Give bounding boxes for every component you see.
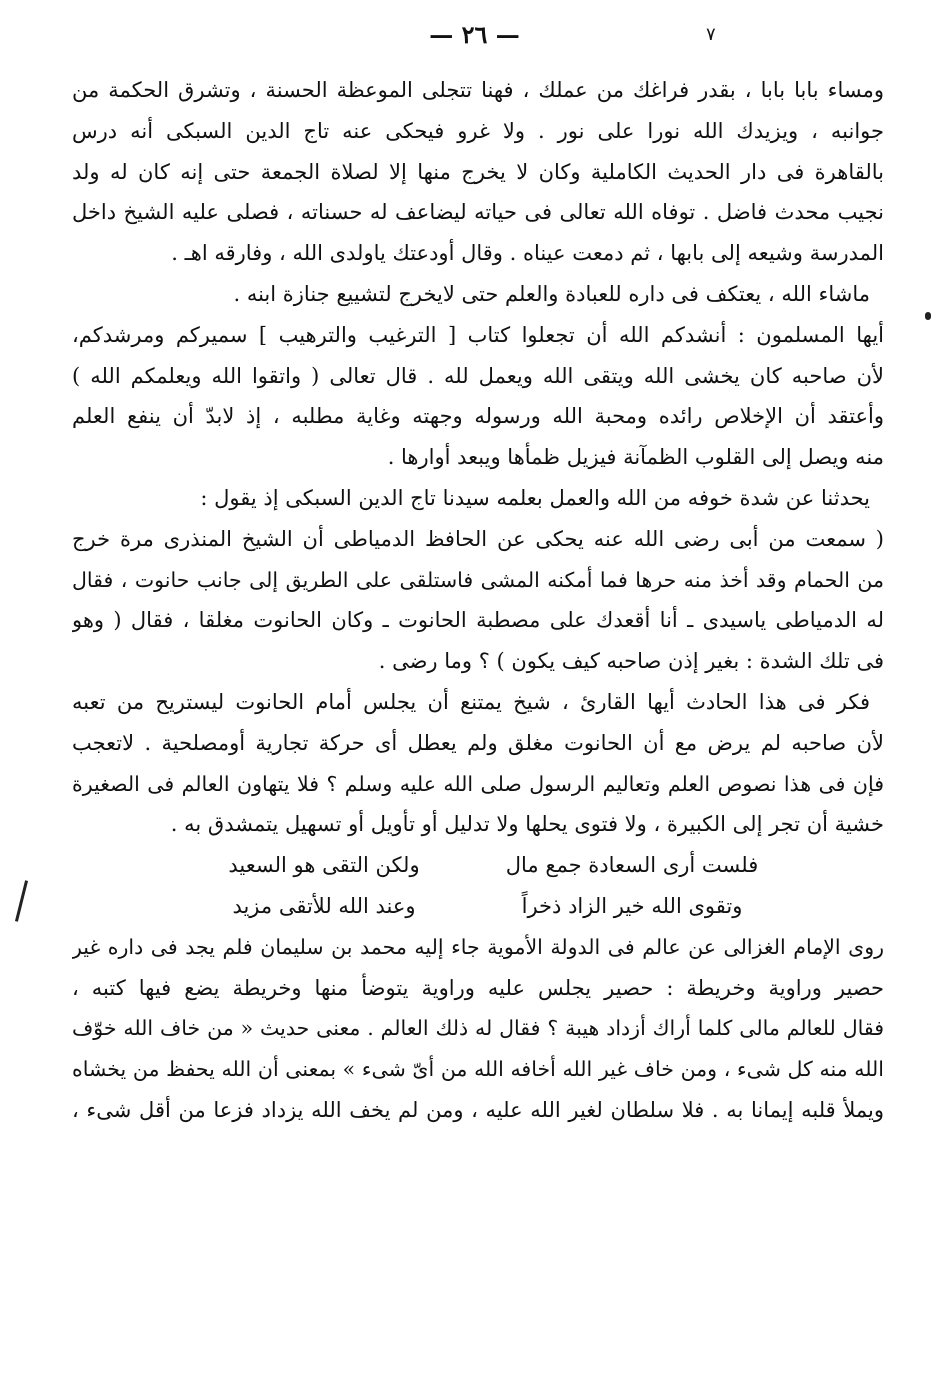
text-line: فقال للعالم مالى كلما أراك أزداد هيبة ؟ فقال له ذلك العالم . معنى حديث « من خاف الله خوّف (72, 1016, 884, 1041)
text-line: منه ويصل إلى القلوب الظمآنة فيزيل ظمأها ويبعد أوارها . (387, 445, 884, 470)
verse-first-hemistich: فلست أرى السعادة جمع مال (505, 853, 759, 878)
text-line: فى تلك الشدة : بغير إذن صاحبه كيف يكون ) ؟ وما رضى . (378, 649, 884, 674)
text-line: روى الإمام الغزالى عن عالم فى الدولة الأموية جاء إليه محمد بن سليمان فلم يجد فى داره غير (72, 934, 884, 959)
text-line: يحدثنا عن شدة خوفه من الله والعمل بعلمه سيدنا تاج الدين السبكى إذ يقول : (200, 485, 870, 510)
text-line: ويملأ قلبه إيمانا به . فلا سلطان لغير الله عليه ، ومن لم يخف الله يزداد فزعا من أقل شىء ، (72, 1097, 884, 1122)
text-line: لأن صاحبه لم يرض مع أن الحانوت مغلق ولم يعطل أى حركة تجارية أومصلحية . لاتعجب (72, 730, 884, 755)
text-line: فإن فى هذا نصوص العلم وتعاليم الرسول صلى الله عليه وسلم ؟ فلا يتهاون العالم فى الصغيرة (72, 771, 884, 796)
text-line: أيها المسلمون : أنشدكم الله أن تجعلوا كتاب [ الترغيب والترهيب ] سميركم ومرشدكم، (72, 322, 884, 347)
verse-second-hemistich: ولكن التقى هو السعيد (228, 853, 420, 878)
text-line: ماشاء الله ، يعتكف فى داره للعبادة والعلم حتى لايخرج لتشييع جنازة ابنه . (233, 281, 870, 306)
margin-ink-stroke (15, 880, 28, 921)
poem-verse (72, 886, 884, 927)
text-line: ( سمعت من أبى رضى الله عنه يحكى عن الحافظ الدمياطى أن الشيخ المنذرى مرة خرج (72, 526, 884, 551)
corner-mark: ٧ (706, 24, 716, 45)
text-line: المدرسة وشيعه إلى بابها ، ثم دمعت عيناه . وقال أودعتك ياولدى الله ، وفارقه اهـ . (171, 241, 884, 266)
text-line: حصير وراوية وخريطة : حصير يجلس عليه وراوية يتوضأ منها وخريطة يضع فيها كتبه ، (72, 975, 884, 1000)
page-number: — ٢٦ — (429, 20, 520, 49)
verse-first-hemistich: وتقوى الله خير الزاد ذخراً (521, 893, 743, 918)
margin-ink-dot (925, 312, 931, 320)
text-line: الله منه كل شىء ، ومن خاف غير الله أخافه الله من أىّ شىء » بمعنى أن الله يحفظ من يخشاه (72, 1057, 884, 1082)
text-line: لأن صاحبه كان يخشى الله ويتقى الله ويعمل لله . قال تعالى ( واتقوا الله ويعلمكم الله ) (72, 363, 884, 388)
text-line: نجيب محدث فاضل . توفاه الله تعالى فى حياته ليضاعف له حسناته ، فصلى عليه الشيخ داخل (72, 200, 884, 225)
text-line: وأعتقد أن الإخلاص رائده ومحبة الله ورسوله وجهته وغاية مطلبه ، إذ لابدّ أن ينفع العلم (72, 404, 884, 429)
text-line: من الحمام وقد أخذ منه حرها فما أمكنه المشى فاستلقى على الطريق إلى جانب حانوت ، فقال (72, 567, 884, 592)
text-line: ومساء بابا بابا ، بقدر فراغك من عملك ، فهنا تتجلى الموعظة الحسنة ، وتشرق الحكمة من (72, 78, 884, 102)
text-line: جوانبه ، ويزيدك الله نورا على نور . ولا غرو فيحكى عنه تاج الدين السبكى أنه درس (72, 118, 884, 143)
text-line: فكر فى هذا الحادث أيها القارئ ، شيخ يمتنع أن يجلس أمام الحانوت ليستريح من تعبه (72, 689, 870, 714)
text-line: بالقاهرة فى دار الحديث الكاملية وكان لا يخرج منها إلا لصلاة الجمعة حتى إنه كان له ولد (72, 159, 884, 184)
poem-verse (72, 845, 884, 886)
text-line: له الدمياطى ياسيدى ـ أنا أقعدك على مصطبة الحانوت ـ وكان الحانوت مغلقا ، فقال ( وهو (72, 608, 884, 633)
text-line: خشية أن تجر إلى الكبيرة ، ولا فتوى يحلها ولا تدليل أو تأويل أو تسهيل يتمشدق به . (170, 812, 884, 837)
verse-second-hemistich: وعند الله للأتقى مزيد (232, 893, 416, 918)
page-text (72, 70, 884, 1131)
